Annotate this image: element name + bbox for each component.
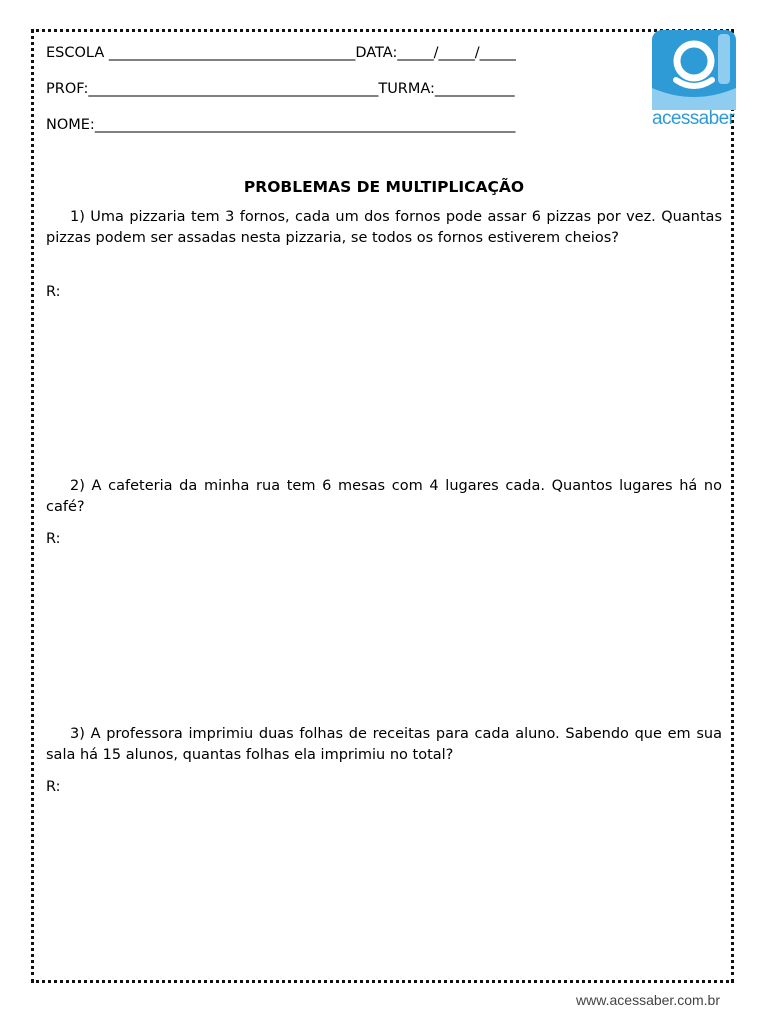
escola-data-line: ESCOLA __________________________________DATA:_____/_____/_____ (46, 45, 516, 61)
nome-line: NOME:__________________________________________________________ (46, 117, 516, 133)
logo-wordmark: acessaber (652, 108, 735, 129)
question-3: 3) A professora imprimiu duas folhas de receitas para cada aluno. Sabendo que em sua sala há 15 alunos, quantas folhas ela imprimiu no total? (46, 726, 722, 763)
answer-label-3: R: (46, 779, 61, 795)
page-title: PROBLEMAS DE MULTIPLICAÇÃO (243, 178, 525, 196)
question-1: 1) Uma pizzaria tem 3 fornos, cada um dos fornos pode assar 6 pizzas por vez. Quantas pizzas podem ser assadas nesta pizzaria, se todos os fornos estiverem cheios? (46, 209, 722, 246)
prof-turma-line: PROF:________________________________________TURMA:___________ (46, 81, 515, 97)
answer-label-1: R: (46, 284, 61, 300)
answer-label-2: R: (46, 531, 61, 547)
question-2: 2) A cafeteria da minha rua tem 6 mesas com 4 lugares cada. Quantos lugares há no café? (46, 478, 722, 515)
footer-url: www.acessaber.com.br (576, 992, 720, 1008)
